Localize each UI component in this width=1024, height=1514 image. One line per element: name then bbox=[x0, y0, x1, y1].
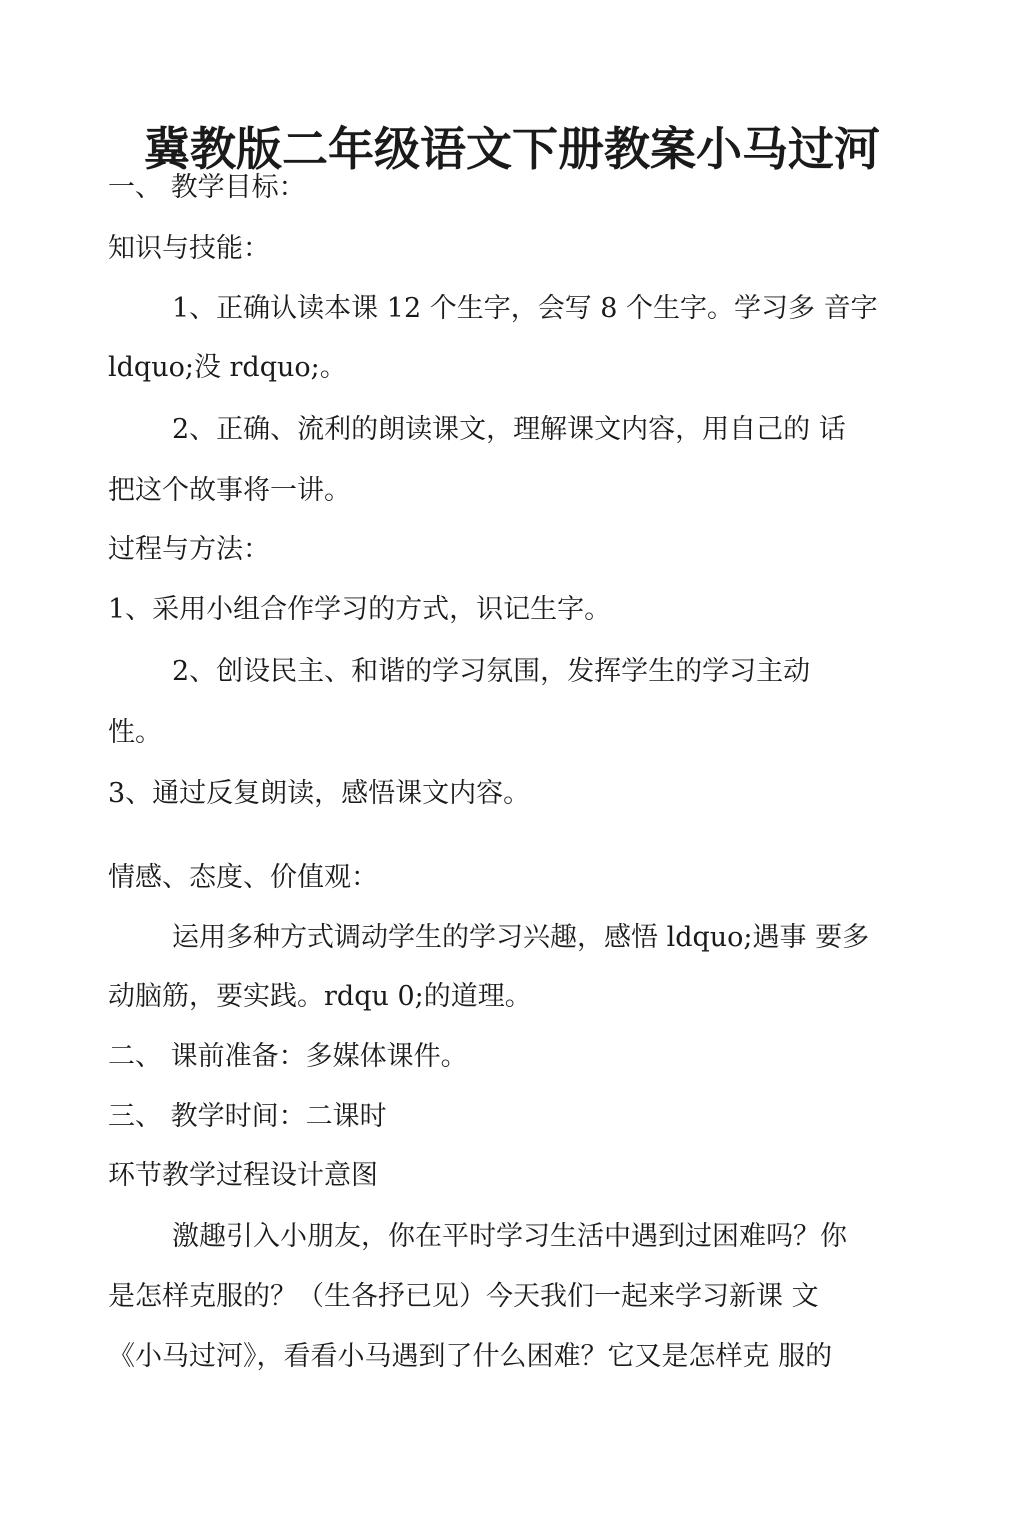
section-heading-time: 三、 教学时间：二课时 bbox=[108, 1101, 387, 1132]
paragraph-line: 《小马过河》，看看小马遇到了什么困难？它又是怎样克 服的 bbox=[108, 1341, 833, 1372]
paragraph-line: 把这个故事将一讲。 bbox=[108, 475, 351, 506]
paragraph-line: 性。 bbox=[108, 717, 162, 748]
paragraph-line: 是怎样克服的？（生各抒已见）今天我们一起来学习新课 文 bbox=[108, 1281, 819, 1312]
paragraph-line: 1、采用小组合作学习的方式，识记生字。 bbox=[108, 594, 612, 625]
paragraph-line: 激趣引入小朋友，你在平时学习生活中遇到过困难吗？你 bbox=[172, 1221, 847, 1252]
paragraph-line: 动脑筋，要实践。rdqu 0;的道理。 bbox=[108, 981, 532, 1012]
paragraph-line: 2、创设民主、和谐的学习氛围，发挥学生的学习主动 bbox=[172, 656, 811, 687]
subheading-knowledge-skills: 知识与技能： bbox=[108, 233, 270, 264]
paragraph-line: 运用多种方式调动学生的学习兴趣，感悟 ldquo;遇事 要多 bbox=[172, 922, 870, 953]
paragraph-line: ldquo;没 rdquo;。 bbox=[108, 352, 347, 383]
subheading-emotions-values: 情感、态度、价值观： bbox=[108, 862, 378, 893]
document-title: 冀教版二年级语文下册教案小马过河 bbox=[144, 121, 880, 176]
section-heading-objectives: 一、 教学目标： bbox=[108, 172, 306, 203]
subheading-process-methods: 过程与方法： bbox=[108, 534, 270, 565]
section-heading-preparation: 二、 课前准备：多媒体课件。 bbox=[108, 1041, 468, 1072]
paragraph-line: 1、正确认读本课 12 个生字，会写 8 个生字。学习多 音字 bbox=[172, 293, 878, 324]
table-header-line: 环节教学过程设计意图 bbox=[108, 1160, 378, 1191]
paragraph-line: 2、正确、流利的朗读课文，理解课文内容，用自己的 话 bbox=[172, 414, 846, 445]
paragraph-line: 3、通过反复朗读，感悟课文内容。 bbox=[108, 778, 531, 809]
